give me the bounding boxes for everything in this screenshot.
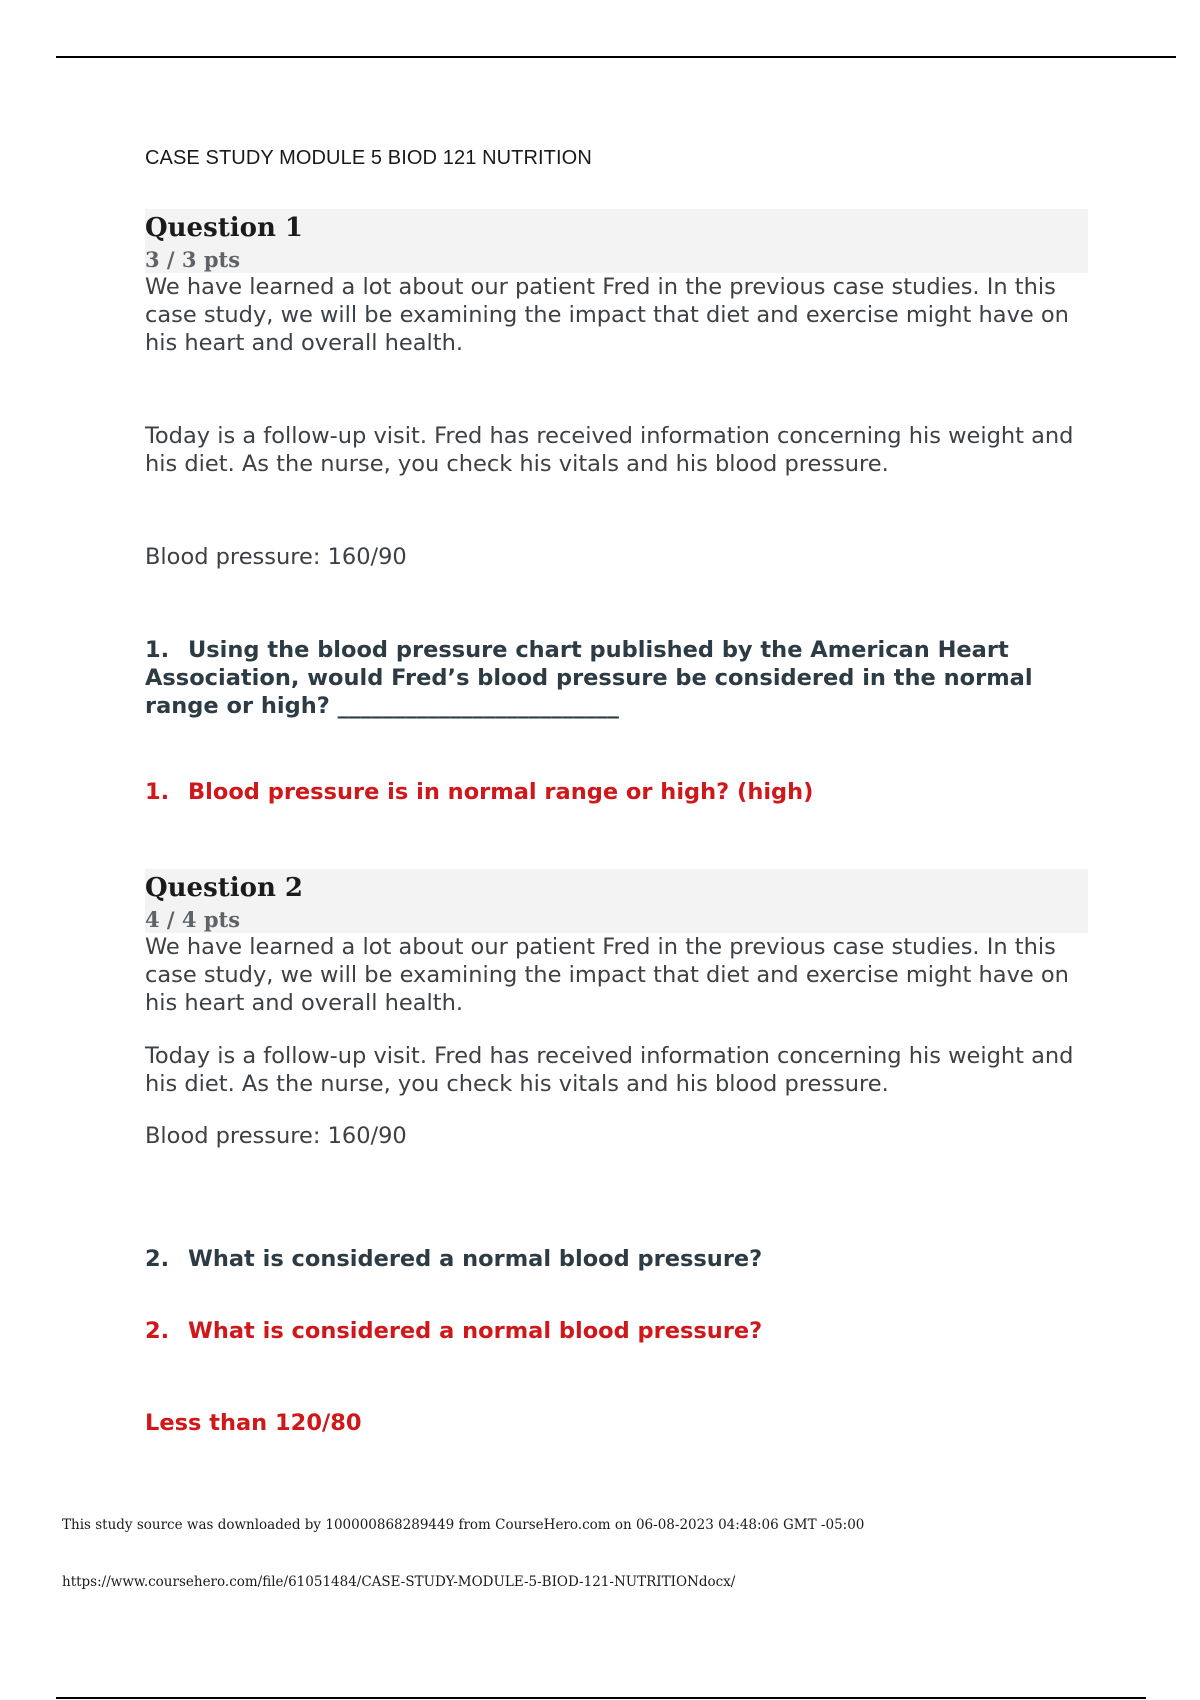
question-1-blood-pressure: Blood pressure: 160/90 [145,544,407,570]
question-1-title: Question 1 [145,213,304,243]
question-2-prompt-text: What is considered a normal blood pressure? [188,1246,763,1272]
question-2-intro: We have learned a lot about our patient Fred in the previous case studies. In this case study, we will be examining the impact that diet and exercise might have on his heart and overall health. [145,934,1069,1016]
question-2-title: Question 2 [145,873,304,903]
document-title: CASE STUDY MODULE 5 BIOD 121 NUTRITION [145,147,592,169]
question-1-points: 3 / 3 pts [145,247,241,272]
question-1-answer [145,778,1095,806]
question-2-blood-pressure: Blood pressure: 160/90 [145,1123,407,1149]
question-2-followup: Today is a follow-up visit. Fred has received information concerning his weight and his diet. As the nurse, you check his vitals and his blood pressure. [145,1043,1074,1097]
question-1-prompt-number: 1. [145,637,170,663]
question-1-followup: Today is a follow-up visit. Fred has received information concerning his weight and his diet. As the nurse, you check his vitals and his blood pressure. [145,423,1074,477]
question-2-prompt [145,1245,1095,1273]
footer-source-note: This study source was downloaded by 100000868289449 from CourseHero.com on 06-08-2023 04:48:06 GMT -05:00 [62,1517,865,1533]
top-rule [56,56,1176,58]
question-2-prompt-number: 2. [145,1246,170,1272]
question-2-answer-text: What is considered a normal blood pressure? [188,1318,763,1344]
question-1-header [145,209,1088,273]
question-2-answer-number: 2. [145,1318,170,1344]
question-2-points: 4 / 4 pts [145,907,241,932]
question-2-answer [145,1317,1095,1345]
question-2-answer-value: Less than 120/80 [145,1410,362,1436]
question-1-intro: We have learned a lot about our patient Fred in the previous case studies. In this case study, we will be examining the impact that diet and exercise might have on his heart and overall health. [145,274,1069,356]
footer-url[interactable]: https://www.coursehero.com/file/61051484/CASE-STUDY-MODULE-5-BIOD-121-NUTRITIONdocx/ [62,1574,736,1590]
question-1-answer-text: Blood pressure is in normal range or high? (high) [188,779,814,805]
question-1-prompt [145,636,1090,720]
question-1-prompt-text: Using the blood pressure chart published by the American Heart Association, would Fred’s blood pressure be considered in the normal range or high? _________________________ [145,637,1033,719]
question-2-header [145,869,1088,933]
question-1-answer-number: 1. [145,779,170,805]
bottom-rule [56,1697,1146,1699]
